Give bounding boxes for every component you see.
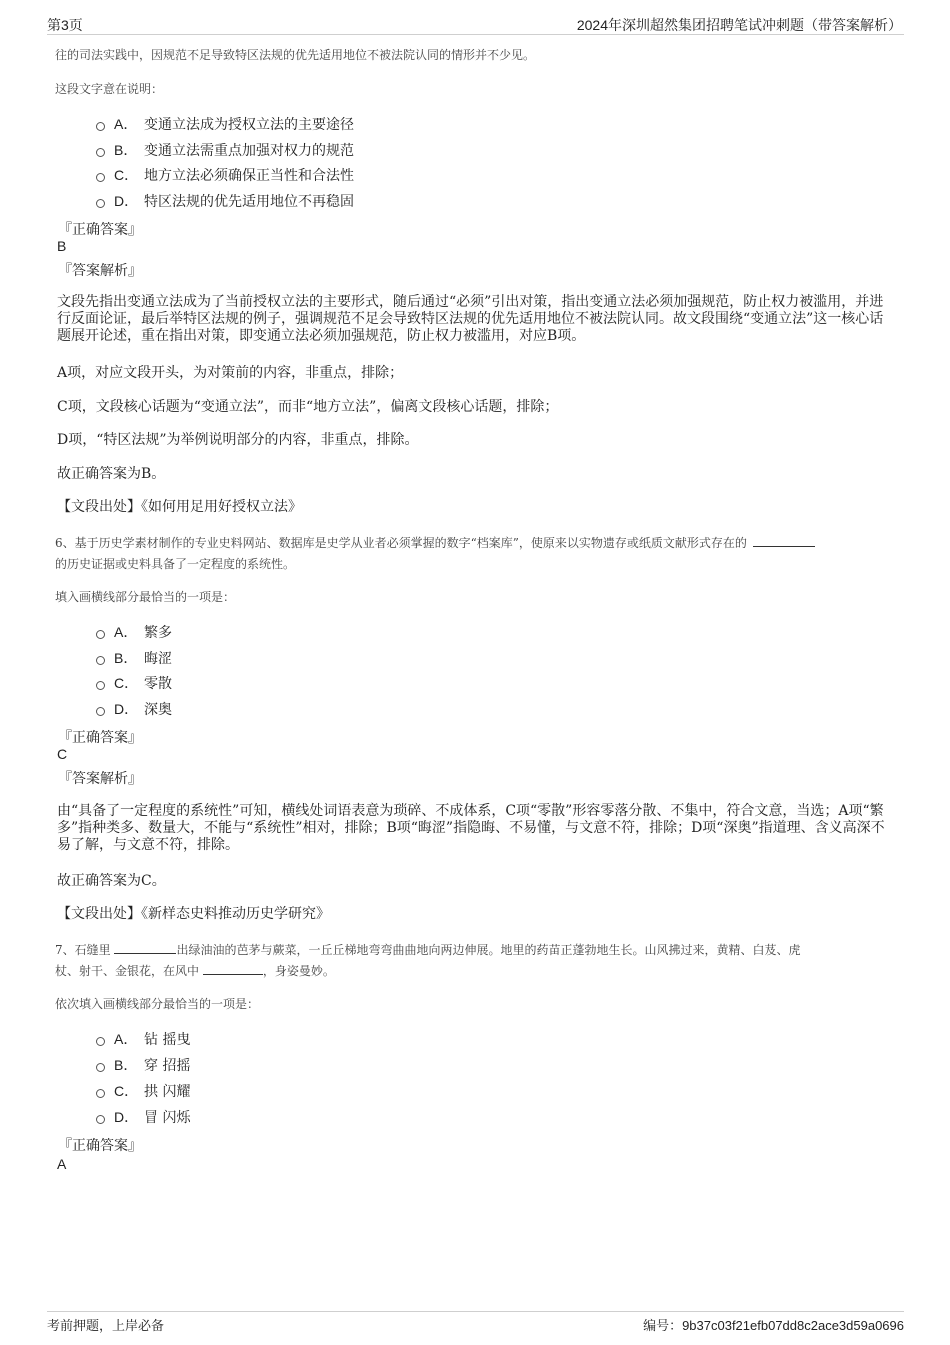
radio-icon[interactable]: [96, 681, 105, 690]
radio-icon[interactable]: [96, 656, 105, 665]
q6-option-d[interactable]: [96, 699, 172, 719]
q5-option-a[interactable]: [96, 114, 354, 134]
question-7-prompt: 依次填入画横线部分最恰当的一项是：: [55, 997, 260, 1011]
option-key: C．: [114, 675, 139, 691]
question-6-prompt: 填入画横线部分最恰当的一项是：: [55, 590, 236, 604]
option-text: 钻 摇曳: [144, 1032, 191, 1048]
footer-slogan: 考前押题，上岸必备: [47, 1319, 165, 1334]
q6-option-b[interactable]: [96, 648, 172, 668]
q6-conclusion: 故正确答案为C。: [57, 873, 166, 889]
q7-option-b[interactable]: [96, 1055, 190, 1075]
question-5-prompt: 这段文字意在说明：: [55, 82, 164, 96]
option-text: 繁多: [144, 625, 172, 641]
q6-source: 【文段出处】《新样态史料推动历史学研究》: [57, 906, 330, 922]
q6-analysis-main: 由“具备了一定程度的系统性”可知，横线处词语表意为琐碎、不成体系，C项“零散”形容零落分散、不集中，符合文意，当选；A项“繁多”指种类多、数量大，不能与“系统性”相对，排除；B项“晦涩”指隐晦、不易懂，与文意不符，排除；D项“深奥”指道理、含义高深不易了解，与文意不符，排除。: [57, 803, 885, 853]
radio-icon[interactable]: [96, 1063, 105, 1072]
option-key: A．: [114, 116, 138, 132]
question-7-stem-part1: 7、石缝里: [55, 943, 111, 957]
option-text: 特区法规的优先适用地位不再稳固: [144, 194, 354, 210]
question-6-stem: [55, 533, 895, 575]
q5-option-b[interactable]: [96, 140, 354, 160]
option-key: D．: [114, 1109, 139, 1125]
q6-option-c[interactable]: [96, 673, 172, 693]
question-5-stem-tail: 往的司法实践中，因规范不足导致特区法规的优先适用地位不被法院认同的情形并不少见。: [55, 48, 536, 62]
q5-analysis-a: A项，对应文段开头，为对策前的内容，非重点，排除；: [57, 365, 404, 381]
radio-icon[interactable]: [96, 630, 105, 639]
q5-conclusion: 故正确答案为B。: [57, 466, 166, 482]
option-key: A．: [114, 1031, 138, 1047]
q6-answer-label: 『正确答案』: [58, 730, 142, 746]
option-text: 变通立法需重点加强对权力的规范: [144, 143, 354, 159]
option-key: D．: [114, 193, 139, 209]
question-6-stem-part1: 6、基于历史学素材制作的专业史料网站、数据库是史学从业者必须掌握的数字“档案库”，使原来以实物遗存或纸质文献形式存在的: [55, 536, 747, 550]
option-text: 拱 闪耀: [144, 1084, 191, 1100]
option-text: 晦涩: [144, 651, 172, 667]
fill-blank: [114, 942, 176, 954]
page-number: 第3页: [47, 17, 83, 33]
q6-option-a[interactable]: [96, 622, 172, 642]
page-header: [47, 14, 904, 35]
question-7-stem-part3: 杖、射干、金银花，在风中: [55, 964, 200, 978]
option-text: 冒 闪烁: [144, 1110, 191, 1126]
question-7-stem-part2: 出绿油油的芭茅与蕨菜，一丘丘梯地弯弯曲曲地向两边伸展。地里的药苗正蓬勃地生长。山风拂过来，黄精、白芨、虎: [176, 943, 801, 957]
question-7-stem-part4: ，身姿曼妙。: [262, 964, 335, 978]
radio-icon[interactable]: [96, 1089, 105, 1098]
q6-answer: C: [57, 746, 68, 762]
q6-analysis-label: 『答案解析』: [58, 771, 142, 787]
q7-option-c[interactable]: [96, 1081, 190, 1101]
radio-icon[interactable]: [96, 148, 105, 157]
q5-option-d[interactable]: [96, 191, 354, 211]
document-id: 编号：9b37c03f21efb07dd8c2ace3d59a0696: [643, 1318, 904, 1333]
document-title: 2024年深圳超然集团招聘笔试冲刺题（带答案解析）: [576, 17, 902, 33]
fill-blank: [203, 963, 263, 975]
q5-source: 【文段出处】《如何用足用好授权立法》: [57, 499, 302, 515]
option-key: D．: [114, 701, 139, 717]
question-6-stem-part2: 的历史证据或史料具备了一定程度的系统性。: [55, 557, 296, 571]
q5-analysis-d: D项，“特区法规”为举例说明部分的内容，非重点，排除。: [57, 432, 419, 448]
q7-answer-label: 『正确答案』: [58, 1138, 142, 1154]
option-key: A．: [114, 624, 138, 640]
radio-icon[interactable]: [96, 173, 105, 182]
question-7-stem: [55, 940, 895, 982]
option-key: C．: [114, 1083, 139, 1099]
q5-analysis-c: C项，文段核心话题为“变通立法”，而非“地方立法”，偏离文段核心话题，排除；: [57, 399, 559, 415]
q5-answer-label: 『正确答案』: [58, 222, 142, 238]
radio-icon[interactable]: [96, 199, 105, 208]
q7-option-d[interactable]: [96, 1107, 190, 1127]
fill-blank: [753, 535, 815, 547]
option-key: B．: [114, 1057, 138, 1073]
option-key: B．: [114, 142, 138, 158]
q7-option-a[interactable]: [96, 1029, 190, 1049]
option-key: B．: [114, 650, 138, 666]
option-text: 穿 招摇: [144, 1058, 191, 1074]
option-text: 变通立法成为授权立法的主要途径: [144, 117, 354, 133]
page-footer: [47, 1311, 904, 1332]
q5-option-c[interactable]: [96, 165, 354, 185]
q5-answer: B: [57, 238, 67, 254]
q7-answer: A: [57, 1156, 67, 1172]
radio-icon[interactable]: [96, 122, 105, 131]
radio-icon[interactable]: [96, 1037, 105, 1046]
option-text: 零散: [144, 676, 172, 692]
q5-analysis-label: 『答案解析』: [58, 263, 142, 279]
radio-icon[interactable]: [96, 707, 105, 716]
radio-icon[interactable]: [96, 1115, 105, 1124]
q5-analysis-main: 文段先指出变通立法成为了当前授权立法的主要形式，随后通过“必须”引出对策，指出变通立法必须加强规范，防止权力被滥用，并进行反面论证，最后举特区法规的例子，强调规范不足会导致特区法规的优先适用地位不被法院认同。故文段围绕“变通立法”这一核心话题展开论述，重在指出对策，即变通立法必须加强规范，防止权力被滥用，对应B项。: [57, 294, 884, 344]
option-key: C．: [114, 167, 139, 183]
option-text: 地方立法必须确保正当性和合法性: [144, 168, 354, 184]
option-text: 深奥: [144, 702, 172, 718]
